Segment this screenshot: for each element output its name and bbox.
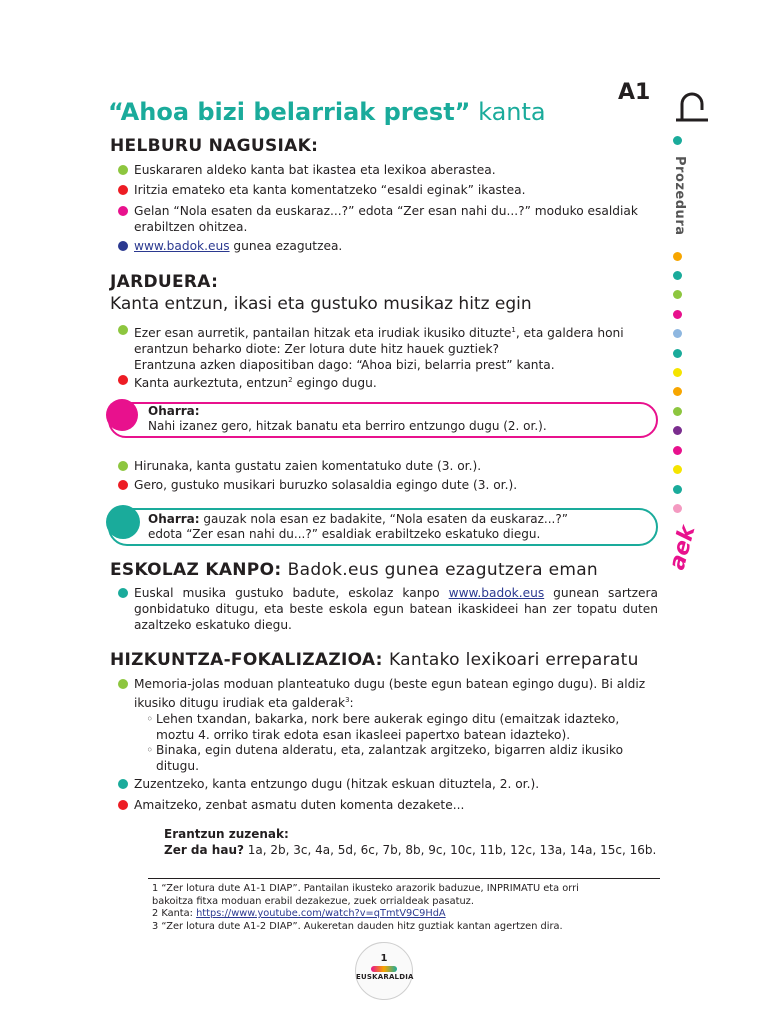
note-text: Oharra: Nahi izanez gero, hitzak banatu eta berriro entzungo dugu (2. or.). bbox=[148, 404, 547, 433]
section-subheading-jarduera: Kanta entzun, ikasi eta gustuko musikaz hitz egin bbox=[110, 294, 532, 314]
logo-stripe bbox=[371, 966, 397, 972]
sidebar-dot bbox=[673, 446, 682, 455]
note-circle bbox=[106, 505, 140, 539]
bullet-dot bbox=[118, 480, 128, 490]
badok-link[interactable]: www.badok.eus bbox=[134, 239, 230, 253]
bullet-dot bbox=[118, 165, 128, 175]
list-item: Euskal musika gustuko badute, eskolaz kanpo www.badok.eus gunean sartzera gonbidatuko ditugu, eta beste eskola egun batean ikaskideei han zer topatu duten azaltzeko eskatuko diegu. bbox=[118, 585, 658, 637]
bullet-dot bbox=[118, 241, 128, 251]
list-item: www.badok.eus gunea ezagutzea. bbox=[118, 238, 658, 256]
footnote-divider bbox=[148, 878, 660, 879]
sidebar-dot bbox=[673, 387, 682, 396]
list-item: Zuzentzeko, kanta entzungo dugu (hitzak eskuan dituztela, 2. or.). bbox=[118, 776, 658, 794]
list-item: Euskararen aldeko kanta bat ikastea eta lexikoa aberastea. bbox=[118, 162, 658, 180]
sub-bullet-icon: ◦ bbox=[146, 712, 154, 726]
list-item: Kanta aurkeztuta, entzun$^2$ egingo dugu. bbox=[118, 372, 658, 390]
footnotes: 1 “Zer lotura dute A1-1 DIAP”. Pantailan ikusteko arazorik baduzue, INPRIMATU eta orri bakoitza fitxa moduan erabil dezakezue, zuek orrialdeak pasatuz. 2 Kanta: https://www.youtube.com/watch?v=qTmtV9C9HdA 3 “Zer lotura dute A1-2 DIAP”. Aukeretan dauden hitz guztiak kantan agertzen dira. bbox=[152, 883, 579, 932]
sub-bullet-icon: ◦ bbox=[146, 743, 154, 757]
list-item: Iritzia emateko eta kanta komentatzeko “esaldi eginak” ikastea. bbox=[118, 182, 658, 200]
bullet-dot bbox=[118, 800, 128, 810]
sub-list-item: ◦ Binaka, egin dutena alderatu, eta, zalantzak argitzeko, bigarren aldiz ikusiko ditugu. bbox=[146, 743, 624, 773]
sub-list-item: ◦ Lehen txandan, bakarka, nork bere aukerak egingo ditu (emaitzak idazteko, moztu 4. orriko tirak edota esan ikasleei papertxo batean idazteko). bbox=[146, 712, 620, 742]
sidebar-dot bbox=[673, 426, 682, 435]
list-item: Gelan “Nola esaten da euskaraz...?” edota “Zer esan nahi du...?” moduko esaldiak erabiltzen ohitzea. bbox=[118, 203, 658, 237]
section-heading-helburu: HELBURU NAGUSIAK: bbox=[110, 136, 319, 156]
sidebar-dot bbox=[673, 485, 682, 494]
bullet-dot bbox=[118, 588, 128, 598]
page-number: 1 bbox=[380, 953, 388, 964]
note-text: Oharra: gauzak nola esan ez badakite, “Nola esaten da euskaraz...?” edota “Zer esan nahi du...?” esaldiak erabiltzeko eskatuko diegu. bbox=[148, 512, 568, 541]
bullet-dot bbox=[118, 375, 128, 385]
list-item: Memoria-jolas moduan planteatuko dugu (beste egun batean egingo dugu). Bi aldiz ikusiko ditugu irudiak eta galderak$^3$: bbox=[118, 676, 658, 710]
note-circle bbox=[106, 399, 138, 431]
badok-link[interactable]: www.badok.eus bbox=[448, 586, 545, 600]
sidebar-dot bbox=[673, 271, 682, 280]
aek-logo: aek bbox=[664, 523, 701, 573]
sidebar-dot bbox=[673, 407, 682, 416]
bullet-dot bbox=[118, 325, 128, 335]
page-title: “Ahoa bizi belarriak prest” kanta bbox=[108, 98, 546, 126]
sidebar-dot bbox=[673, 136, 682, 145]
section-heading-jarduera: JARDUERA: bbox=[110, 272, 219, 292]
sidebar-dot bbox=[673, 368, 682, 377]
answers-block: Erantzun zuzenak: Zer da hau? 1a, 2b, 3c, 4a, 5d, 6c, 7b, 8b, 9c, 10c, 11b, 12c, 13a, 14a, 15c, 16b. bbox=[164, 827, 657, 857]
sidebar-dot bbox=[673, 290, 682, 299]
return-arrow-icon bbox=[672, 86, 712, 126]
sidebar-dot bbox=[673, 349, 682, 358]
bullet-dot bbox=[118, 185, 128, 195]
section-heading-eskolaz: ESKOLAZ KANPO: Badok.eus gunea ezagutzera eman bbox=[110, 560, 599, 580]
bullet-dot bbox=[118, 206, 128, 216]
sidebar-dot bbox=[673, 310, 682, 319]
euskaraldia-logo bbox=[355, 942, 413, 1000]
level-badge: A1 bbox=[618, 80, 651, 105]
bullet-dot bbox=[118, 461, 128, 471]
sidebar-dot bbox=[673, 465, 682, 474]
sidebar-dot bbox=[673, 329, 682, 338]
list-item: Ezer esan aurretik, pantailan hitzak eta irudiak ikusiko dituzte$^1$, eta galdera honi erantzun beharko diote: Zer lotura dute hitz hauek guztiek? Erantzuna azken diapositiban dago: “Ahoa bizi, belarria prest” kanta. bbox=[118, 322, 658, 374]
list-item: Amaitzeko, zenbat asmatu duten komenta dezakete... bbox=[118, 797, 658, 815]
list-item: Gero, gustuko musikari buruzko solasaldia egingo dute (3. or.). bbox=[118, 477, 658, 495]
list-item: Hirunaka, kanta gustatu zaien komentatuko dute (3. or.). bbox=[118, 458, 658, 476]
bullet-dot bbox=[118, 679, 128, 689]
sidebar-dot bbox=[673, 504, 682, 513]
brand-text: EUSKARALDIA bbox=[356, 973, 414, 981]
side-label-prozedura: Prozedura bbox=[672, 156, 687, 236]
sidebar-dot bbox=[673, 252, 682, 261]
section-heading-hizkuntza: HIZKUNTZA-FOKALIZAZIOA: Kantako lexikoari erreparatu bbox=[110, 650, 639, 670]
bullet-dot bbox=[118, 779, 128, 789]
youtube-link[interactable]: https://www.youtube.com/watch?v=qTmtV9C9HdA bbox=[196, 908, 446, 919]
